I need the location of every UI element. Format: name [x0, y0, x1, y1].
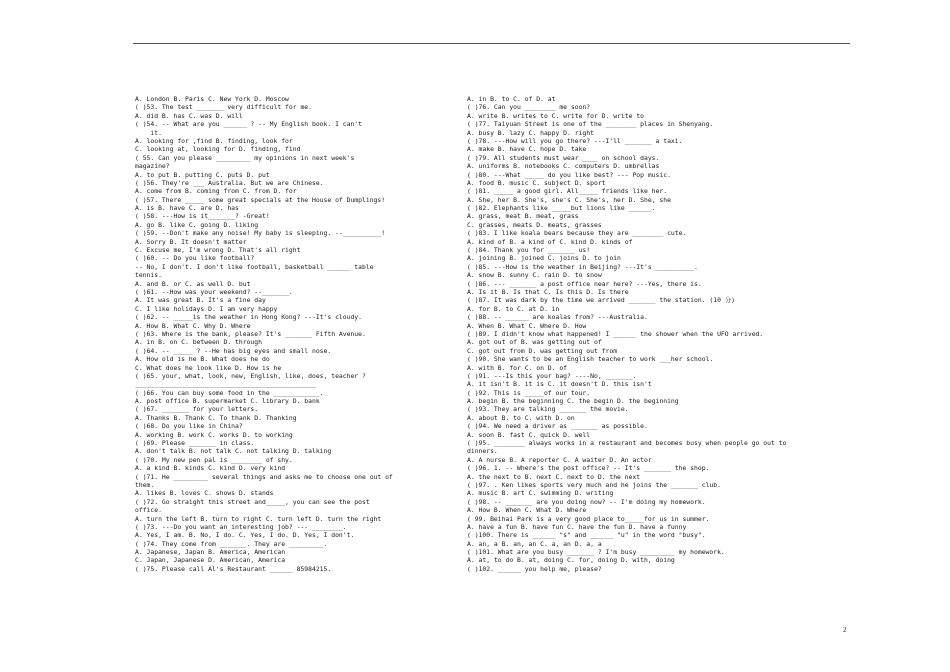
text-line: ( )94. We need a driver as _______ as possible. — [467, 422, 648, 431]
text-line: A. When B. What C. Where D. How — [467, 321, 587, 330]
text-line: A. Japanese, Japan B. America, American — [135, 548, 286, 557]
text-line: C. What does he look like D. How is he — [135, 363, 282, 372]
text-line: them. — [135, 480, 155, 489]
text-line: A. looking for ,find B. finding, look for — [135, 136, 293, 145]
text-line: A. in B. to C. of D. at — [467, 95, 556, 103]
text-line: ( )85. ---How is the weather in Beijing? ---It's __________. — [467, 262, 698, 271]
text-line: ( )75. Please call Al's Restaurant ______ 85984215. — [135, 564, 332, 573]
text-line: A. write B. writes to C. write for D. write to — [467, 111, 644, 120]
text-line: A. food B. music C. subject D. sport — [467, 178, 606, 187]
text-line: ( )77. Taiyuan Street is one of the ________ places in Shenyang. — [467, 120, 714, 129]
text-line: ( )65. your, what, look, new, English, like, does, teacher ? — [135, 371, 366, 380]
text-line: A. with B. for C. on D. of — [467, 363, 568, 372]
text-line: ( )60. -- Do you like football? — [135, 254, 255, 263]
text-line: ( 99. Beihai Park is a very good place to_____for us in summer. — [467, 514, 710, 523]
text-line: A. don't talk B. not talk C. not talking D. talking — [135, 447, 332, 456]
text-line: office. — [135, 506, 162, 515]
text-line: ( )74. They come from _______. They are _________. — [135, 539, 328, 548]
text-line: ( )59. --Don't make any noise! My baby is sleeping. --__________! — [135, 229, 386, 238]
text-line: A. got out of B. was getting out of — [467, 338, 602, 347]
text-line: ( )69. Please _______ in class. — [135, 439, 255, 448]
text-line: C. grasses, meats D. meats, grasses — [467, 220, 602, 229]
text-line: ( 55. Can you please _________ my opinions in next week's — [135, 153, 355, 162]
text-line: A. turn the left B. turn to right C. turn left D. turn the right — [135, 514, 382, 523]
text-line: C. Excuse me, I'm wrong D. That's all right — [135, 246, 301, 255]
text-line: -- No, I don't. I don't like football, basketball ______ table — [135, 262, 374, 271]
text-line: A. London B. Paris C. New York D. Moscow — [135, 95, 289, 103]
text-line: A. go B. like C. going D. liking — [135, 220, 259, 229]
text-line: A. How B. What C. Why D. Where — [135, 321, 251, 330]
text-line: A. How B. When C. What D. Where — [467, 506, 587, 515]
text-line: it. — [135, 128, 162, 137]
text-line: A. it isn't B. it is C. it doesn't D. this isn't — [467, 380, 652, 389]
text-line: A. the next to B. next C. next to D. the next — [467, 472, 641, 481]
text-line: A. joining B. joined C. joins D. to join — [467, 254, 621, 263]
text-line: ( )62. -- _____is the weather in Hong Kong? ---It's cloudy. — [135, 313, 363, 322]
text-line: ( )76. Can you ________ me soon? — [467, 103, 591, 112]
text-line: A. Sorry B. It doesn't matter — [135, 237, 247, 246]
text-line: ( )84. Thank you for _______ us! — [467, 246, 591, 255]
text-line: ( )97. . Ken likes sports very much and he joins the _______ club. — [467, 480, 721, 489]
text-line: A. busy B. lazy C. happy D. right — [467, 128, 594, 137]
text-line: ( )92. This is _____of our tour. — [467, 388, 591, 397]
text-line: ( )70. My new pen pal is ________ of shy. — [135, 455, 293, 464]
text-line: ( )100. There is ______ "s" and ______ "u" in the word "busy". — [467, 531, 706, 540]
text-line: ( )82. Elephants like _____but lions like ______. — [467, 204, 656, 213]
text-line: ( )81. _____ a good girl. All_____ friends like her. — [467, 187, 668, 196]
text-line: ( )58. ---How is it_______? -Great! — [135, 212, 270, 221]
text-line: ( )78. ---How will you go there? ---I'll _______ a taxi. — [467, 136, 683, 145]
text-line: A. How old is he B. What does he do — [135, 355, 270, 364]
text-line: ( )96. 1. -- Where's the post office? -- It's _______ the shop. — [467, 464, 710, 473]
text-line: A. at, to do B. at, doing C. for, doing D. with, doing — [467, 556, 675, 565]
page-number: 2 — [843, 626, 847, 634]
text-line: A. kind of B. a kind of C. kind D. kinds of — [467, 237, 633, 246]
header-rule — [133, 43, 850, 44]
text-line: A. an, a B. an, an C. a, an D. a, a — [467, 539, 602, 548]
text-line: ( )91. ---Is this your bag? ----No, _______. — [467, 371, 637, 380]
text-line: A. Is it B. Is that C. Is this D. Is there — [467, 287, 629, 296]
text-line: A. and B. or C. as well D. but — [135, 279, 251, 288]
text-line: ( )72. Go straight this street and_____, you can see the post — [135, 497, 370, 506]
text-line: A. begin B. the beginning C. the begin D. the beginning — [467, 397, 679, 406]
text-line: A. have a fun B. have fun C. have the fun D. have a funny — [467, 522, 687, 531]
text-line: A. uniforms B. notebooks C. computers D. umbrellas — [467, 162, 660, 171]
text-line: ( )54. -- What are you ______ ? -- My English book. I can't — [135, 120, 363, 129]
left-column — [135, 95, 435, 573]
text-line: ( )61. --How was your weekend? --_______. — [135, 287, 293, 296]
text-line: A. A nurse B. A reporter C. A waiter D. An actor — [467, 455, 652, 464]
text-line: A. about B. to C. with D. on — [467, 413, 575, 422]
text-line: ( )66. You can buy some food in the ____________. — [135, 388, 324, 397]
text-line: ( )56. They're ___ Australia. But we are Chinese. — [135, 178, 324, 187]
text-line: ( )68. Do you like in China? — [135, 422, 243, 431]
text-line: A. It was great B. It's a fine day — [135, 296, 266, 305]
text-line: A. music B. art C. swimming D. writing — [467, 489, 614, 498]
text-line: tennis. — [135, 271, 162, 280]
text-line: A. working B. work C. works D. to working — [135, 430, 293, 439]
text-line: C. Japan, Japanese D. American, America — [135, 556, 286, 565]
text-line: magazine? — [135, 162, 170, 171]
text-line: dinners. — [467, 447, 498, 456]
text-line: A. to put B. putting C. puts D. put — [135, 170, 270, 179]
text-line: A. is B. have C. are D. has — [135, 204, 239, 213]
text-line: C. looking at, looking for D. finding, find — [135, 145, 301, 154]
text-line: ( )88. -- ______ are koalas from? ---Australia. — [467, 313, 648, 322]
text-line: C. I like holidays D. I am very happy — [135, 304, 278, 313]
text-line: ( )87. It was dark by the time we arrived _______ the station. (10 分) — [467, 296, 736, 305]
text-line: ( )98. -- _______ are you doing now? -- I'm doing my homework. — [467, 497, 706, 506]
right-column — [467, 95, 847, 573]
text-line: A. did B. has C. was D. will — [135, 111, 243, 120]
text-line: ( )79. All students must wear ____ on school days. — [467, 153, 660, 162]
text-line: ( )71. He _________ several things and asks me to choose one out of — [135, 472, 393, 481]
text-line: ( )90. She wants to be an English teacher to work ___her school. — [467, 355, 714, 364]
text-line: ( )83. I like koala bears because they are ________ cute. — [467, 229, 687, 238]
text-line: A. come from B. coming from C. from D. for — [135, 187, 297, 196]
text-line: A. She, her B. She's, she's C. She's, her D. She, she — [467, 195, 671, 204]
text-line: ( )95. ________ always works in a restaurant and becomes busy when people go out to — [467, 439, 787, 448]
text-line: ( )63. Where is the bank, please? It's _______ Fifth Avenue. — [135, 329, 366, 338]
text-line: ( )73. ---Do you want an interesting job? --- ________. — [135, 522, 347, 531]
text-line: ( )53. The test _______ very difficult for me. — [135, 103, 312, 112]
text-line: A. soon B. fast C. quick D. well — [467, 430, 591, 439]
text-line: ( )89. I didn't know what happened! I ______ the shower when the UFO arrived. — [467, 329, 764, 338]
text-line: A. Thanks B. Thank C. To thank D. Thanking — [135, 413, 297, 422]
text-line: ( )67. _______ for your letters. — [135, 405, 259, 414]
text-line: ( )102. ______ you help me, please? — [467, 564, 602, 573]
text-line: A. make B. have C. hope D. take — [467, 145, 587, 154]
text-line: A. for B. to C. at D. in — [467, 304, 560, 313]
text-line: A. post office B. supermarket C. library D. bank — [135, 397, 320, 406]
text-line: A. Yes, I am. B. No, I do. C. Yes, I do. D. Yes, I don't. — [135, 531, 355, 540]
text-line: ( )57. There _____ some great specials at the House of Dumplings! — [135, 195, 386, 204]
text-line: A. in B. on C. between D. through — [135, 338, 262, 347]
text-line: A. grass, meat B. meat, grass — [467, 212, 579, 221]
text-line: A. likes B. loves C. shows D. stands — [135, 489, 274, 498]
text-line: ( )64. -- _____ ? --He has big eyes and small nose. — [135, 346, 332, 355]
text-line: ( )80. ---What _____ do you like best? --- Pop music. — [467, 170, 671, 179]
text-line: _______________________________________________ — [135, 380, 316, 389]
text-line: C. got out from D. was getting out from — [467, 346, 618, 355]
text-line: ( )86. --- _______ a post office near here? ---Yes, there is. — [467, 279, 702, 288]
text-line: A. snow B. sunny C. rain D. to snow — [467, 271, 602, 280]
text-line: A. a kind B. kinds C. kind D. very kind — [135, 464, 286, 473]
text-line: ( )101. What are you busy _______ ? I'm busy _________ my homework. — [467, 548, 725, 557]
text-line: ( )93. They are talking _______ the movie. — [467, 405, 629, 414]
